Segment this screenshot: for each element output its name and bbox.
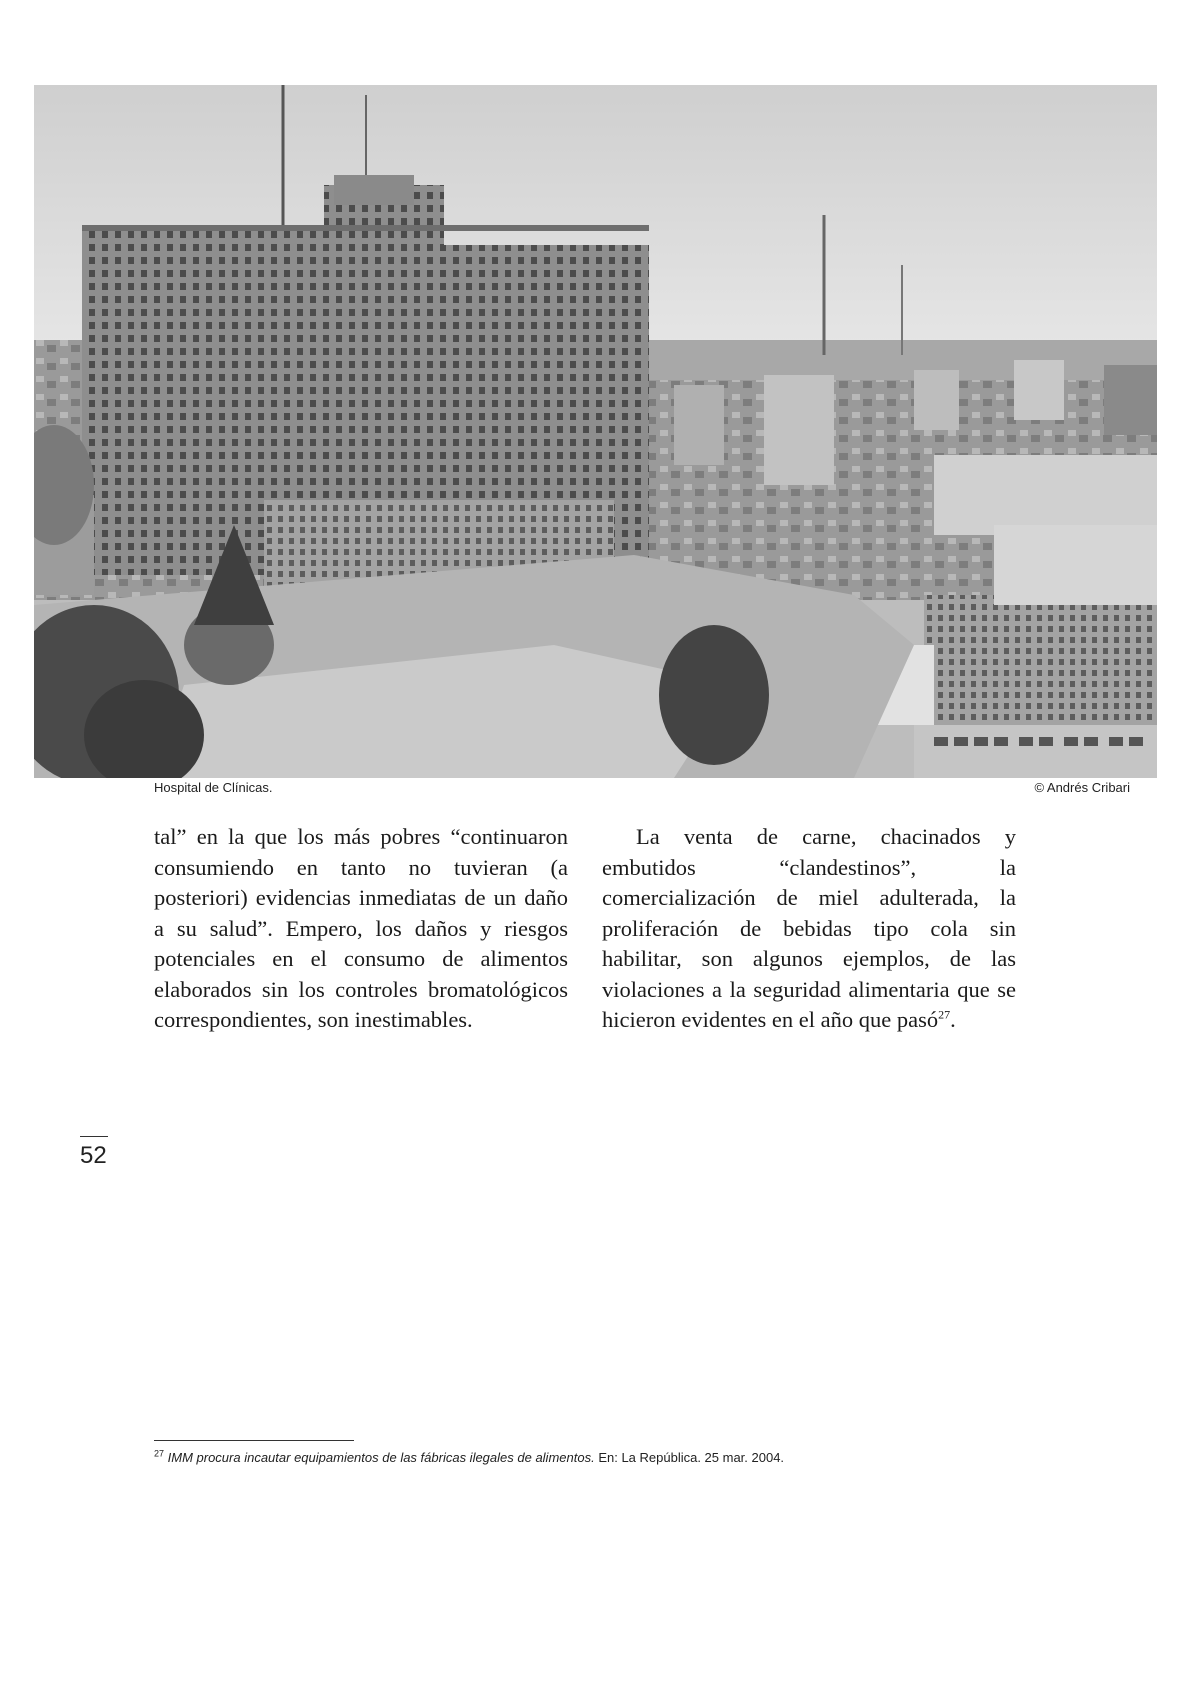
hospital-photo-illustration xyxy=(34,85,1157,778)
page-number-rule xyxy=(80,1136,108,1137)
figure-caption: Hospital de Clínicas. xyxy=(154,780,273,795)
left-column xyxy=(154,822,568,1036)
photo-credit: © Andrés Cribari xyxy=(1034,780,1130,795)
hospital-photo xyxy=(34,85,1157,778)
footnote-title: IMM procura incautar equipamientos de las fábricas ilegales de alimentos. xyxy=(167,1450,595,1465)
footnote-reference[interactable]: 27 xyxy=(938,1007,951,1022)
footnote xyxy=(154,1450,1154,1465)
right-column-paragraph: La venta de carne, chacinados y embutidos “clandestinos”, la comercialización de miel adulterada, la proliferación de bebidas tipo cola sin habilitar, son algunos ejemplos, de las violaciones a la seguridad alimentaria que se hicieron evidentes en el año que pasó$^{27}$. xyxy=(602,824,1016,1032)
footnote-number: 27 xyxy=(154,1448,165,1459)
right-column xyxy=(602,822,1016,1036)
left-column-paragraph: tal” en la que los más pobres “continuaron consumiendo en tanto no tuvieran (a posteriori) evidencias inmediatas de un daño a su salud”. Empero, los daños y riesgos potenciales en el consumo de alimentos elaborados sin los controles bromatológicos correspondientes, son inestimables. xyxy=(154,824,568,1032)
right-column-text: La venta de carne, chacinados y embutidos “clandestinos”, la comercialización de miel adulterada, la proliferación de bebidas tipo cola sin habilitar, son algunos ejemplos, de las violaciones a la seguridad alimentaria que se hicieron evidentes en el año que pasó xyxy=(602,824,1016,1032)
footnote-rule xyxy=(154,1440,354,1441)
page-number: 52 xyxy=(80,1142,107,1169)
footnote-source: En: La República. 25 mar. 2004. xyxy=(594,1450,785,1465)
